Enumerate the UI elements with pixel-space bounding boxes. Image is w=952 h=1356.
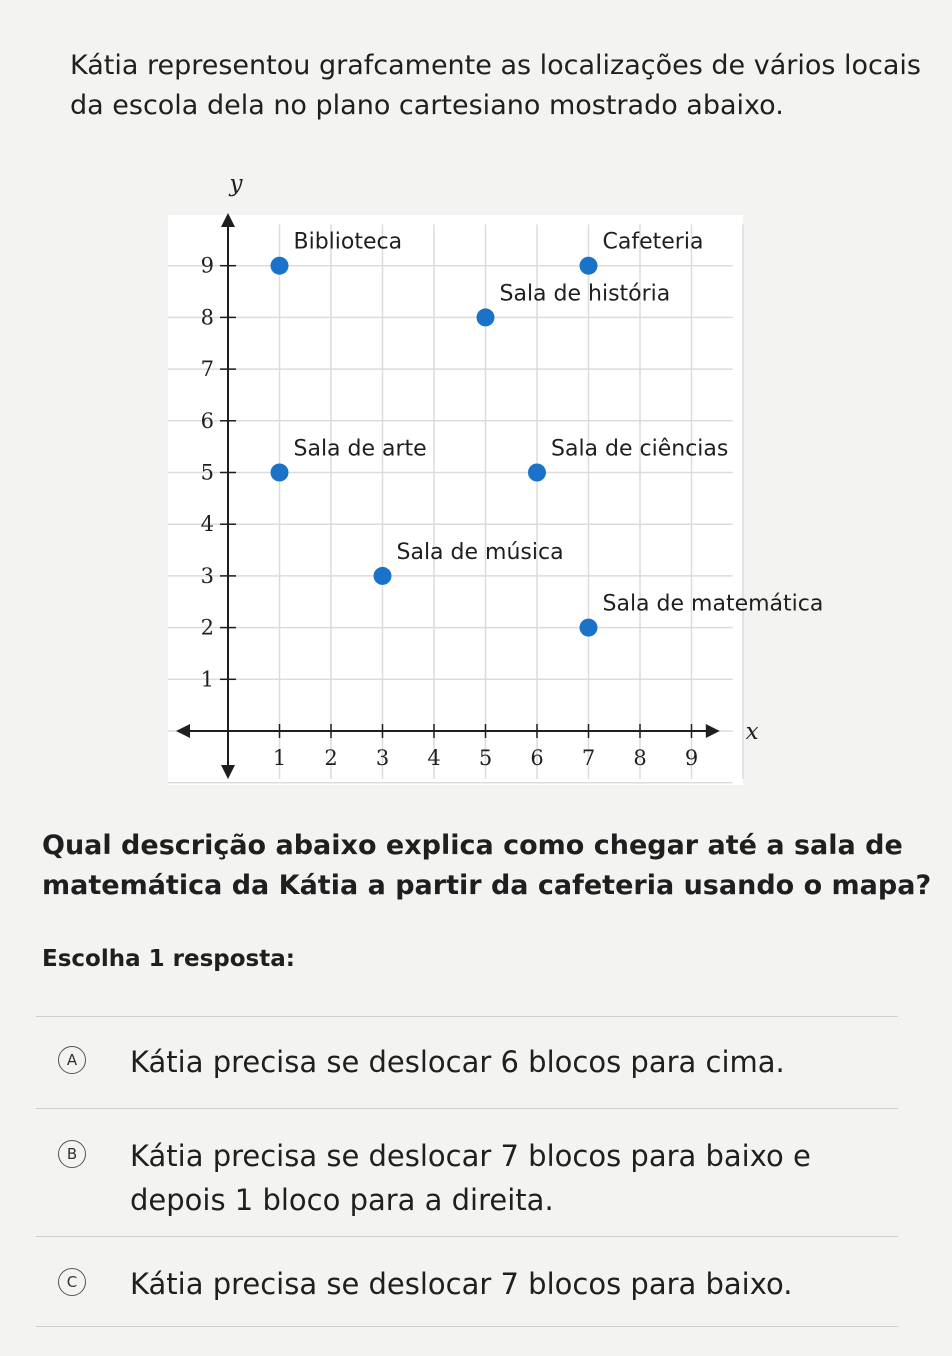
coordinate-plane — [168, 165, 848, 790]
divider — [36, 1236, 898, 1237]
x-tick-label: 7 — [581, 746, 596, 770]
y-tick-label: 4 — [200, 512, 214, 537]
y-tick-label: 9 — [200, 253, 214, 278]
y-tick-label: 3 — [200, 563, 214, 588]
point-label: Sala de arte — [293, 436, 427, 462]
option-c-letter: C — [58, 1268, 86, 1296]
option-b-letter: B — [58, 1140, 86, 1168]
point-label: Sala de música — [396, 539, 564, 565]
point-label: Sala de ciências — [551, 436, 729, 462]
option-c-text: Kátia precisa se deslocar 7 blocos para baixo. — [130, 1267, 793, 1301]
point-label: Sala de história — [499, 281, 671, 307]
data-point — [477, 308, 495, 326]
x-axis-label: x — [745, 719, 759, 745]
x-tick-label: 4 — [427, 746, 441, 770]
point-label: Biblioteca — [293, 229, 403, 255]
y-axis-label: y — [229, 171, 243, 197]
data-point — [580, 257, 598, 275]
option-b-text: Kátia precisa se deslocar 7 blocos para baixo e depois 1 bloco para a direita. — [130, 1139, 811, 1217]
point-label: Sala de matemática — [602, 591, 824, 617]
data-point — [580, 619, 598, 637]
x-tick-label: 3 — [375, 746, 390, 770]
x-tick-label: 6 — [530, 746, 544, 770]
data-point — [374, 567, 392, 585]
data-point — [528, 464, 546, 482]
data-point — [271, 257, 289, 275]
question-prompt: Qual descrição abaixo explica como chegar até a sala de matemática da Kátia a partir da cafeteria usando o mapa? — [42, 830, 932, 901]
option-a-text: Kátia precisa se deslocar 6 blocos para cima. — [130, 1045, 785, 1079]
point-label: Cafeteria — [602, 229, 704, 255]
y-tick-label: 5 — [200, 460, 214, 485]
divider — [36, 1326, 898, 1327]
coordinate-plane-svg — [168, 165, 848, 790]
question-text: Kátia representou grafcamente as localizações de vários locais da escola dela no plano cartesiano mostrado abaixo. — [70, 50, 922, 121]
option-a-letter: A — [58, 1046, 86, 1074]
x-tick-label: 8 — [633, 746, 647, 770]
x-tick-label: 9 — [684, 746, 699, 770]
data-point — [271, 464, 289, 482]
divider — [36, 1016, 898, 1017]
option-b[interactable] — [58, 1134, 918, 1222]
divider — [36, 1108, 898, 1109]
y-tick-label: 7 — [200, 357, 214, 382]
y-tick-label: 6 — [200, 408, 214, 433]
x-tick-label: 1 — [272, 746, 287, 770]
y-tick-label: 1 — [200, 667, 214, 692]
answer-instruction: Escolha 1 resposta: — [42, 946, 295, 972]
option-a[interactable] — [58, 1040, 918, 1084]
y-tick-label: 2 — [200, 615, 214, 640]
option-c[interactable] — [58, 1262, 918, 1306]
y-tick-label: 8 — [200, 305, 214, 330]
x-tick-label: 5 — [478, 746, 493, 770]
x-tick-label: 2 — [324, 746, 338, 770]
